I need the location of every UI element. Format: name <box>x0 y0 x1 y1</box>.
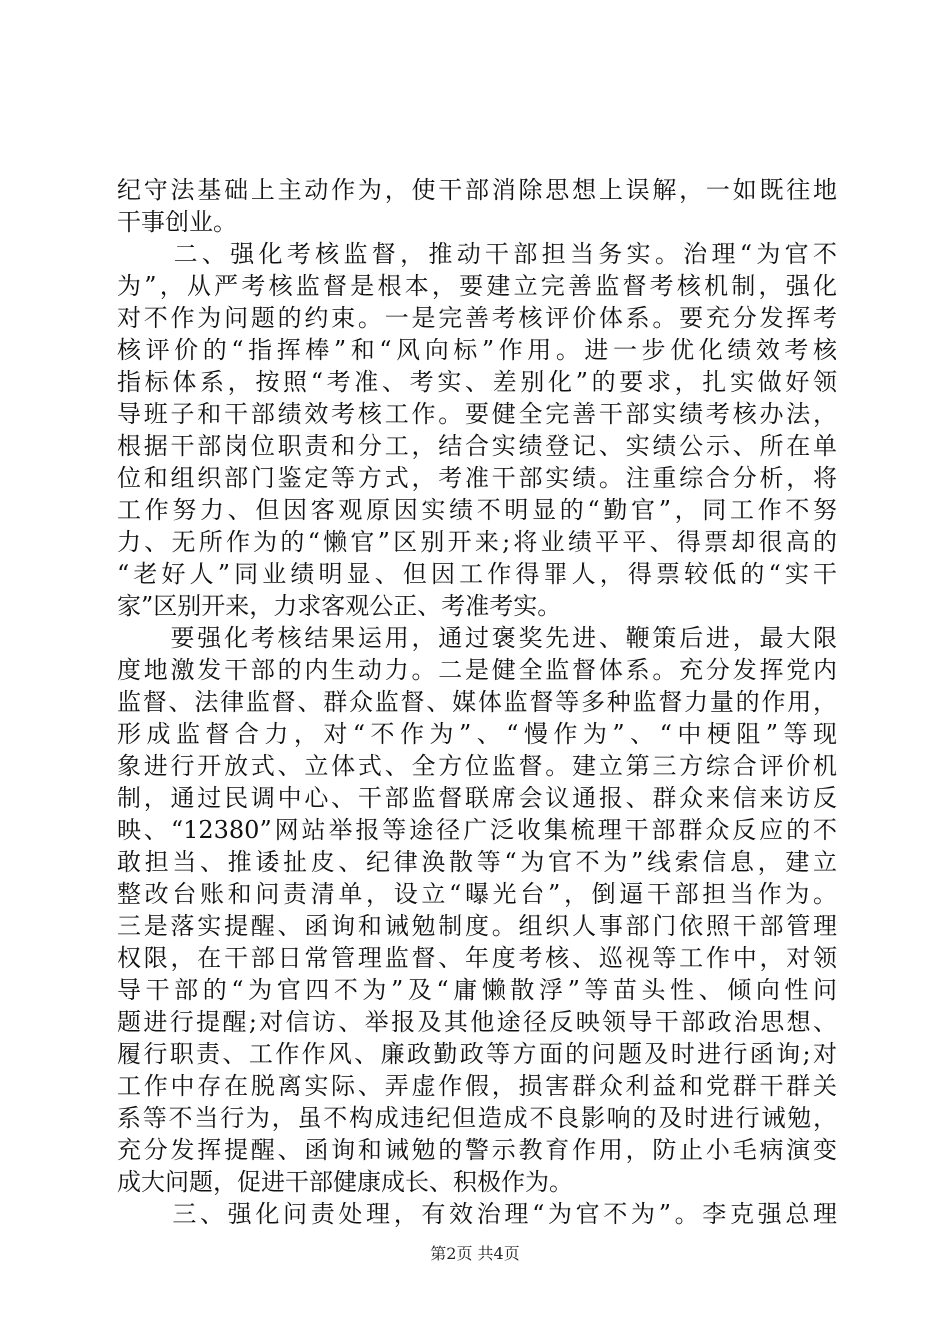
body-line: “老好人”同业绩明显、但因工作得罪人，得票较低的“实干 <box>117 560 837 588</box>
body-line: 根据干部岗位职责和分工，结合实绩登记、实绩公示、所在单 <box>117 432 837 460</box>
body-line: 对不作为问题的约束。一是完善考核评价体系。要充分发挥考 <box>117 304 837 332</box>
body-line: 家”区别开来，力求客观公正、考准考实。 <box>117 592 562 620</box>
body-line: 敢担当、推诿扯皮、纪律涣散等“为官不为”线索信息，建立 <box>117 848 837 876</box>
body-line: 三、强化问责处理，有效治理“为官不为”。李克强总理 <box>117 1200 837 1228</box>
body-line: 充分发挥提醒、函询和诫勉的警示教育作用，防止小毛病演变 <box>117 1136 837 1164</box>
body-line: 整改台账和问责清单，设立“曝光台”，倒逼干部担当作为。 <box>117 880 837 908</box>
document-body <box>117 174 837 1230</box>
body-line: 指标体系，按照“考准、考实、差别化”的要求，扎实做好领 <box>117 368 837 396</box>
body-line: 象进行开放式、立体式、全方位监督。建立第三方综合评价机 <box>117 752 837 780</box>
body-line: 纪守法基础上主动作为，使干部消除思想上误解，一如既往地 <box>117 176 837 204</box>
body-line: 监督、法律监督、群众监督、媒体监督等多种监督力量的作用， <box>117 688 837 716</box>
body-line: 工作努力、但因客观原因实绩不明显的“勤官”，同工作不努 <box>117 496 837 524</box>
body-line: 力、无所作为的“懒官”区别开来;将业绩平平、得票却很高的 <box>117 528 837 556</box>
page-footer: 第2页 共4页 <box>430 1244 520 1263</box>
body-line: 成大问题，促进干部健康成长、积极作为。 <box>117 1168 573 1196</box>
body-line: 题进行提醒;对信访、举报及其他途径反映领导干部政治思想、 <box>117 1008 837 1036</box>
body-line: 导班子和干部绩效考核工作。要健全完善干部实绩考核办法， <box>117 400 837 428</box>
body-line: 干事创业。 <box>117 208 237 236</box>
body-line: 三是落实提醒、函询和诫勉制度。组织人事部门依照干部管理 <box>117 912 837 940</box>
body-line: 映、“12380”网站举报等途径广泛收集梳理干部群众反应的不 <box>117 816 837 844</box>
body-line: 系等不当行为，虽不构成违纪但造成不良影响的及时进行诫勉， <box>117 1104 837 1132</box>
body-line: 履行职责、工作作风、廉政勤政等方面的问题及时进行函询;对 <box>117 1040 837 1068</box>
body-line: 二、强化考核监督，推动干部担当务实。治理“为官不 <box>117 240 837 268</box>
body-line: 位和组织部门鉴定等方式，考准干部实绩。注重综合分析，将 <box>117 464 837 492</box>
body-line: 为”，从严考核监督是根本，要建立完善监督考核机制，强化 <box>117 272 837 300</box>
body-line: 核评价的“指挥棒”和“风向标”作用。进一步优化绩效考核 <box>117 336 837 364</box>
body-line: 形成监督合力，对“不作为”、“慢作为”、“中梗阻”等现 <box>117 720 837 748</box>
body-line: 工作中存在脱离实际、弄虚作假，损害群众利益和党群干群关 <box>117 1072 837 1100</box>
body-line: 权限，在干部日常管理监督、年度考核、巡视等工作中，对领 <box>117 944 837 972</box>
body-line: 度地激发干部的内生动力。二是健全监督体系。充分发挥党内 <box>117 656 837 684</box>
body-line: 制，通过民调中心、干部监督联席会议通报、群众来信来访反 <box>117 784 837 812</box>
body-line: 要强化考核结果运用，通过褒奖先进、鞭策后进，最大限 <box>117 624 837 652</box>
body-line: 导干部的“为官四不为”及“庸懒散浮”等苗头性、倾向性问 <box>117 976 837 1004</box>
